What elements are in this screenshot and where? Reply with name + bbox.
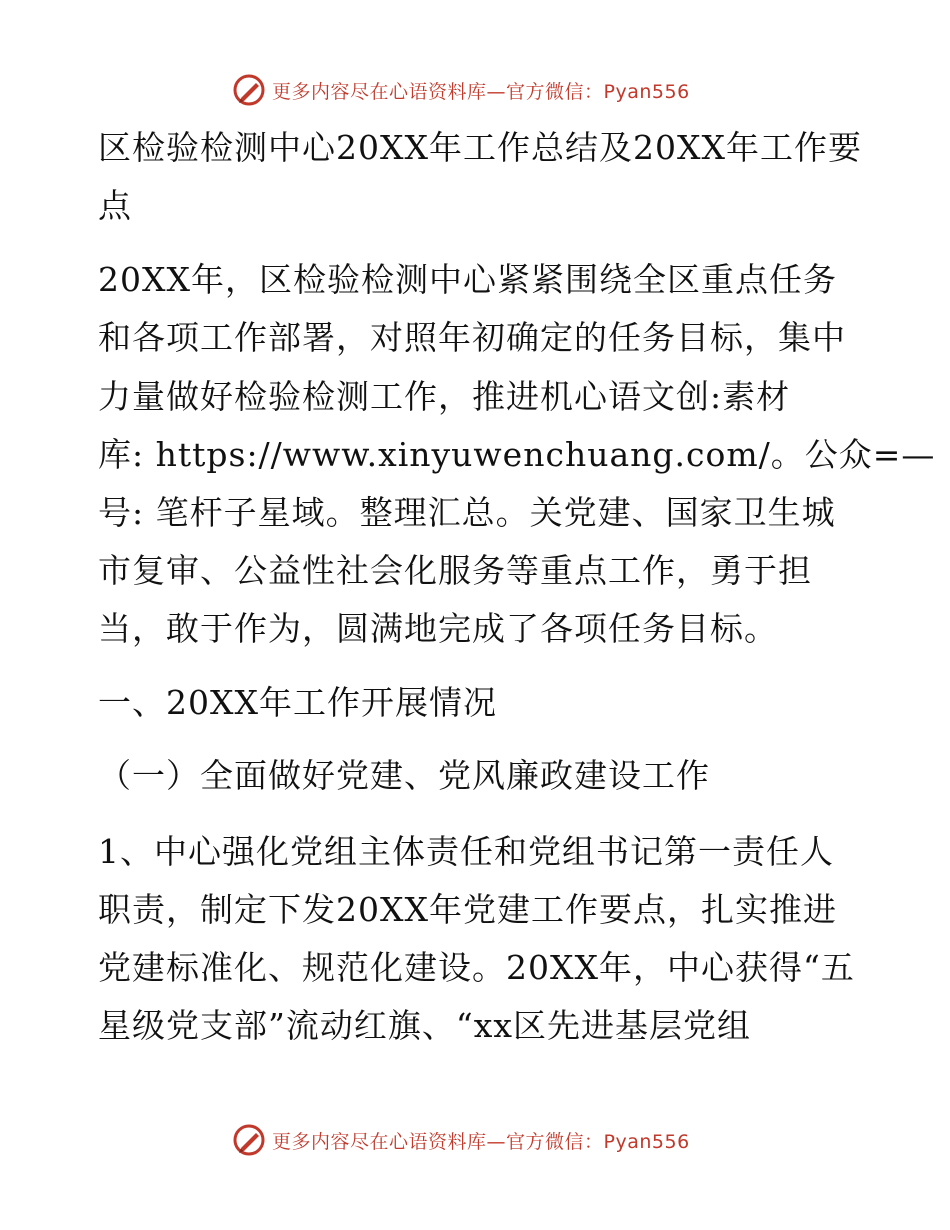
pen-logo-icon	[232, 73, 266, 107]
item-line-3: 党建标准化、规范化建设。20XX年，中心获得“五	[98, 948, 855, 987]
intro-line-3: 力量做好检验检测工作，推进机心语文创:素材	[98, 377, 791, 416]
pen-logo-icon	[232, 1123, 266, 1157]
intro-line-4: 库: https://www.xinyuwenchuang.com/。公众=—	[98, 435, 936, 474]
document-title-line-1: 区检验检测中心20XX年工作总结及20XX年工作要	[98, 128, 862, 167]
intro-line-1: 20XX年，区检验检测中心紧紧围绕全区重点任务	[98, 260, 837, 299]
section-heading: 一、20XX年工作开展情况	[98, 683, 497, 722]
item-line-4: 星级党支部”流动红旗、“xx区先进基层党组	[98, 1006, 751, 1045]
intro-line-5: 号: 笔杆子星域。整理汇总。关党建、国家卫生城	[98, 493, 836, 532]
intro-line-7: 当，敢于作为，圆满地完成了各项任务目标。	[98, 609, 778, 648]
watermark-text: 更多内容尽在心语资料库—官方微信：Pyan556	[272, 1130, 690, 1153]
item-line-1: 1、中心强化党组主体责任和党组书记第一责任人	[98, 832, 834, 871]
intro-line-6: 市复审、公益性社会化服务等重点工作，勇于担	[98, 551, 812, 590]
watermark-banner-bottom	[232, 1120, 690, 1160]
intro-line-2: 和各项工作部署，对照年初确定的任务目标，集中	[98, 318, 846, 357]
subsection-heading: （一）全面做好党建、党风廉政建设工作	[98, 756, 710, 795]
item-line-2: 职责，制定下发20XX年党建工作要点，扎实推进	[98, 890, 837, 929]
document-title-line-2: 点	[98, 186, 132, 225]
watermark-banner-top	[232, 70, 690, 110]
watermark-text: 更多内容尽在心语资料库—官方微信：Pyan556	[272, 80, 690, 103]
